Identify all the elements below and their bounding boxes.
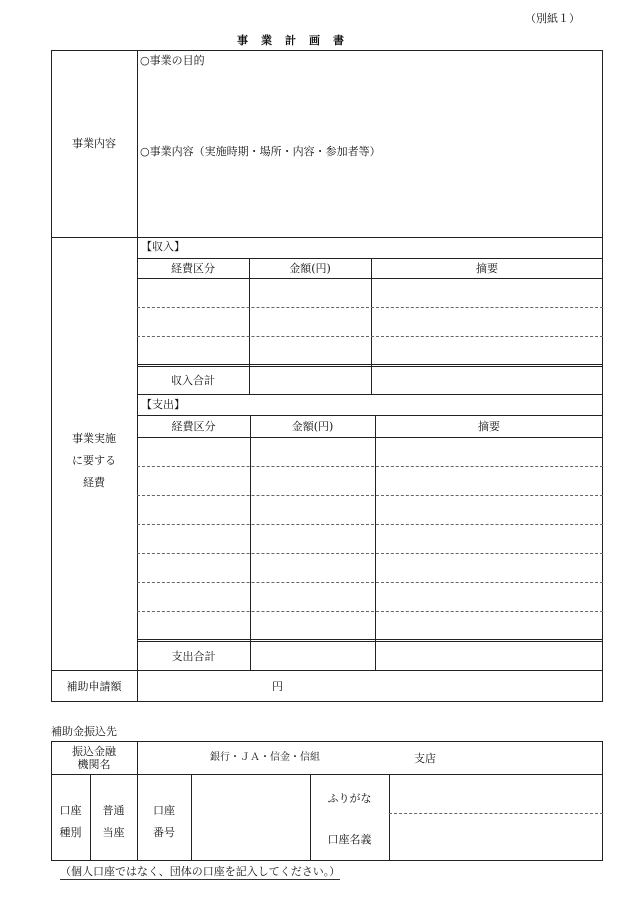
note: （個人口座ではなく、団体の口座を記入してください。） (60, 865, 341, 878)
account-type-ordinary[interactable]: 普通 (102, 804, 125, 817)
page-title: 事 業 計 画 書 (237, 34, 345, 47)
income-total-label: 収入合計 (171, 374, 215, 387)
furigana-field[interactable] (390, 775, 602, 812)
subsidy-amount-field[interactable] (140, 673, 270, 699)
expense-rows[interactable] (138, 438, 602, 638)
bank-heading: 補助金振込先 (51, 725, 117, 738)
section-label-expenses: 事業実施 に要する 経費 (72, 432, 116, 489)
income-heading: 【収入】 (141, 240, 185, 253)
institution-label: 振込金融 機関名 (72, 745, 116, 771)
expense-total-label: 支出合計 (171, 650, 216, 663)
expense-heading: 【支出】 (141, 398, 185, 411)
subsidy-unit: 円 (272, 680, 283, 693)
branch-name-field[interactable] (326, 742, 411, 773)
income-total-field[interactable] (250, 368, 370, 394)
income-header-category: 経費区分 (171, 262, 215, 275)
account-name-label: 口座名義 (327, 833, 372, 846)
account-type-current[interactable]: 当座 (102, 826, 125, 839)
account-number-field[interactable] (192, 775, 309, 860)
content-field[interactable] (140, 162, 600, 234)
account-type-label: 口座 種別 (59, 804, 82, 839)
bank-name-field[interactable] (138, 742, 208, 773)
form-number: （別紙１） (525, 12, 580, 25)
purpose-field[interactable] (140, 70, 600, 140)
furigana-label: ふりがな (327, 792, 372, 805)
income-rows[interactable] (138, 279, 602, 365)
account-number-label: 口座 番号 (153, 804, 175, 839)
content-label: ○事業内容（実施時期・場所・内容・参加者等） (140, 145, 381, 158)
account-name-field[interactable] (390, 815, 602, 860)
expense-header-category: 経費区分 (171, 420, 216, 433)
income-header-amount: 金額(円) (289, 262, 331, 275)
expense-total-field[interactable] (251, 643, 374, 669)
branch-label: 支店 (414, 752, 436, 765)
institution-types: 銀行・ＪＡ・信金・信組 (210, 752, 320, 763)
account-type-options (90, 800, 137, 844)
section-label-business-content: 事業内容 (72, 137, 116, 150)
income-header-remarks: 摘要 (476, 262, 498, 275)
subsidy-label: 補助申請額 (66, 680, 122, 693)
expense-header-amount: 金額(円) (291, 420, 334, 433)
expense-header-remarks: 摘要 (478, 420, 500, 433)
purpose-label: ○事業の目的 (140, 54, 205, 67)
